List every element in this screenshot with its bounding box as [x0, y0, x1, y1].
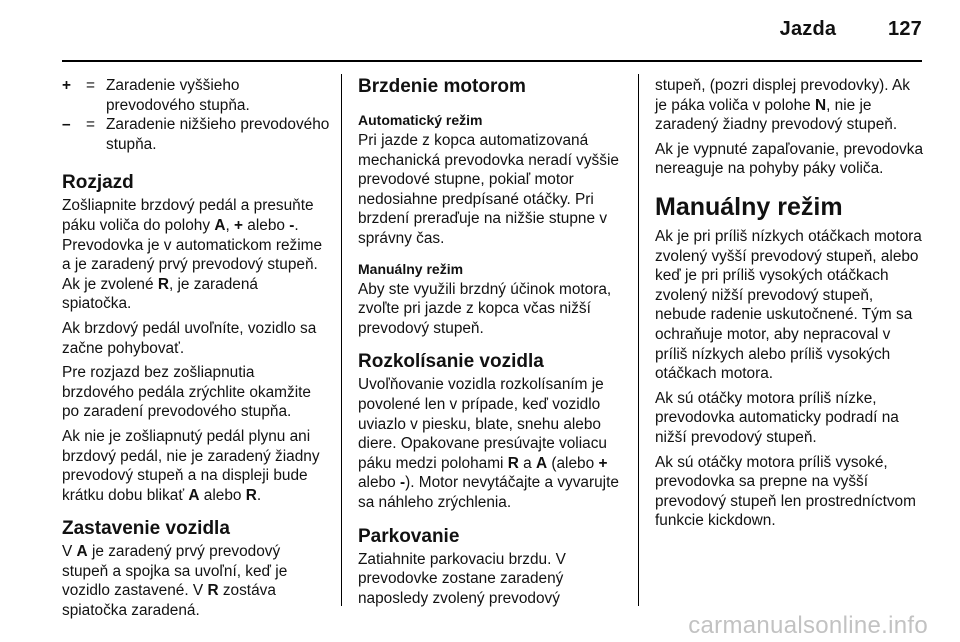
header-rule	[62, 60, 922, 62]
paragraph: Pri jazde z kopca automatizovaná mechanická prevodovka neradí vyššie prevodové stupne, pokiaľ motor nedosiahne predpísané otáčky. Pri brzdení preraďuje na nižšie stupne v správny čas.	[358, 132, 619, 247]
paragraph: Zatiahnite parkovaciu brzdu. V prevodovke zostane zaradený naposledy zvolený prevodový	[358, 550, 566, 607]
paragraph: Ak sú otáčky motora príliš vysoké, prevodovka sa prepne na vyšší prevodový stupeň len prostredníctvom funkcie kickdown.	[655, 453, 916, 530]
definition-downshift	[62, 115, 330, 154]
paragraph: Ak brzdový pedál uvoľníte, vozidlo sa začne pohybovať.	[62, 319, 317, 357]
minus-symbol: –	[62, 116, 71, 134]
watermark: carmanualsonline.info	[688, 612, 928, 639]
definition-text: Zaradenie vyššieho prevodového stupňa.	[106, 77, 250, 114]
paragraph: Ak sú otáčky motora príliš nízke, prevodovka automaticky podradí na nižší prevodový stupeň.	[655, 389, 899, 446]
page-number: 127	[888, 18, 922, 40]
subheading-automaticky-rezim: Automatický režim	[358, 112, 483, 128]
heading-rozjazd: Rozjazd	[62, 172, 134, 194]
heading-brzdenie-motorom: Brzdenie motorom	[358, 76, 526, 97]
heading-zastavenie: Zastavenie vozidla	[62, 518, 230, 540]
column-3	[655, 76, 923, 536]
column-1	[62, 76, 330, 626]
column-divider-2	[638, 74, 639, 606]
heading-manualny-rezim: Manuálny režim	[655, 192, 843, 221]
column-2	[358, 76, 626, 613]
paragraph: Uvoľňovanie vozidla rozkolísaním je povolené len v prípade, keď vozidlo uviazlo v piesku, blate, snehu alebo diere. Opakovane presúvajte voliacu páku medzi polohami R a A (alebo + alebo -). Motor nevytáčajte a vyvarujte sa náhleho zrýchlenia.	[358, 376, 619, 511]
paragraph: Ak je pri príliš nízkych otáčkach motora zvolený vyšší prevodový stupeň, alebo keď je pri príliš vysokých otáčkach zvolený nižší prevodový stupeň, nebude radenie uskutočnené. Tým sa ochraňuje motor, aby nepracoval v príliš nízkych alebo príliš vysokých otáčkach motora.	[655, 227, 922, 383]
definition-text: Zaradenie nižšieho prevodového stupňa.	[106, 116, 330, 153]
equals-sign: =	[86, 116, 95, 134]
equals-sign: =	[86, 77, 95, 94]
paragraph: Aby ste využili brzdný účinok motora, zvoľte pri jazde z kopca včas nižší prevodový stupeň.	[358, 280, 612, 337]
paragraph: Pre rozjazd bez zošliapnutia brzdového pedála zrýchlite okamžite po zaradení prevodového stupňa.	[62, 364, 311, 421]
paragraph: Ak je vypnuté zapaľovanie, prevodovka nereaguje na pohyby páky voliča.	[655, 140, 924, 178]
paragraph: Zošliapnite brzdový pedál a presuňte páku voliča do polohy A, + alebo -. Prevodovka je v automatickom režime a je zaradený prvý prevodový stupeň. Ak je zvolené R, je zaradená spiatočka.	[62, 197, 323, 313]
subheading-manualny-rezim: Manuálny režim	[358, 260, 464, 277]
heading-rozkolisanie: Rozkolísanie vozidla	[358, 351, 544, 373]
paragraph: stupeň, (pozri displej prevodovky). Ak je páka voliča v polohe N, nie je zaradený žiadny prevodový stupeň.	[655, 77, 910, 134]
heading-parkovanie: Parkovanie	[358, 525, 460, 547]
page-header	[780, 18, 922, 41]
paragraph: Ak nie je zošliapnutý pedál plynu ani brzdový pedál, nie je zaradený žiadny prevodový stupeň a na displeji bude krátku dobu blikať A alebo R.	[62, 427, 320, 504]
paragraph: V A je zaradený prvý prevodový stupeň a spojka sa uvoľní, keď je vozidlo zastavené. V R zostáva spiatočka zaradená.	[62, 543, 288, 620]
page-title: Jazda	[779, 18, 837, 40]
plus-symbol: +	[62, 77, 71, 94]
definition-upshift	[62, 76, 330, 115]
column-divider-1	[341, 74, 342, 606]
